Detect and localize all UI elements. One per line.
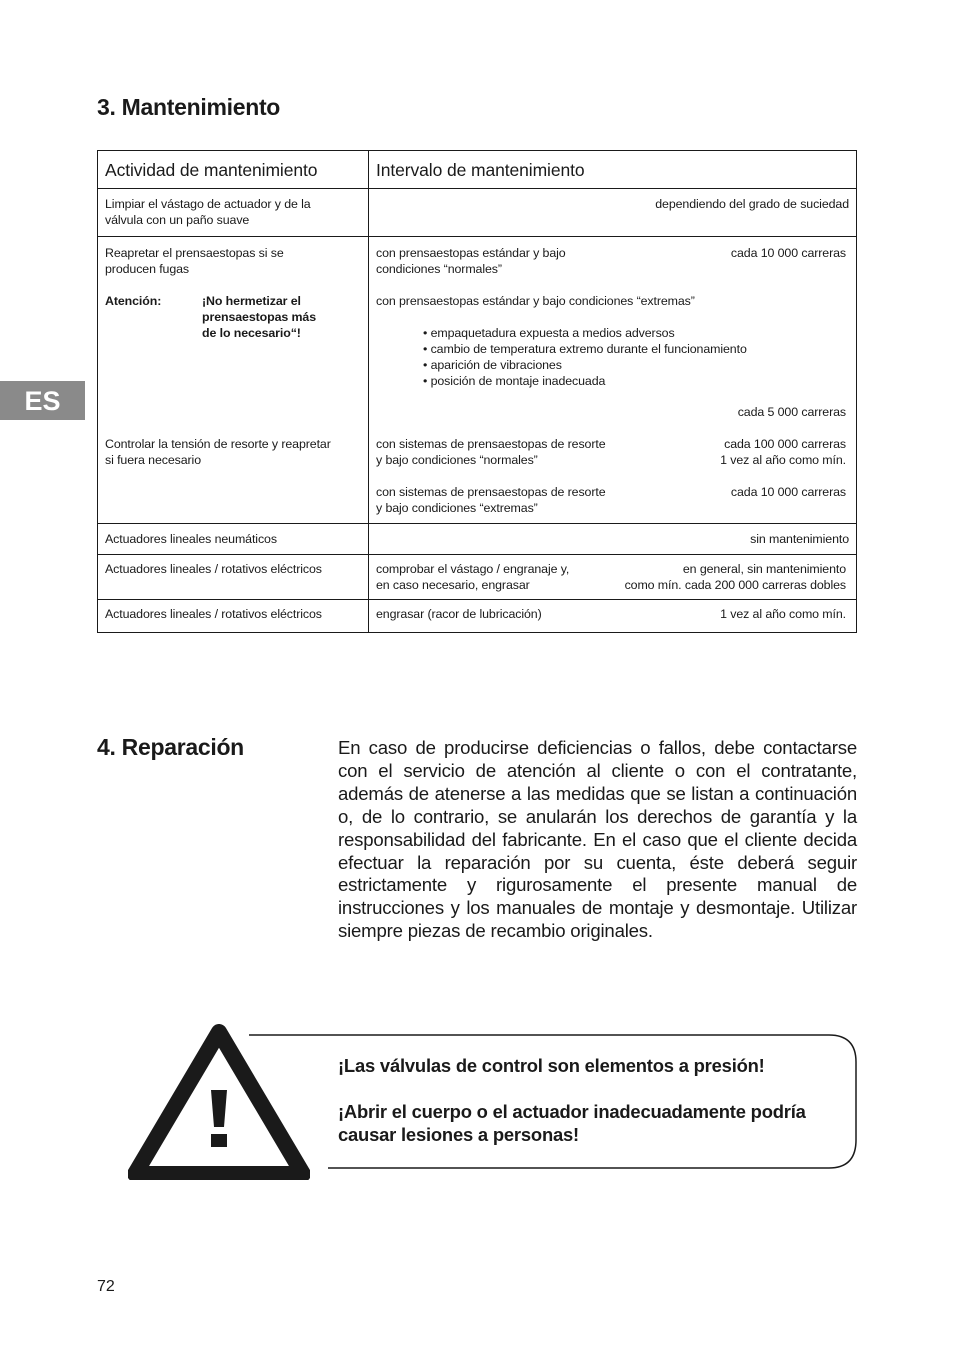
warning-line1: ¡Las válvulas de control son elementos a presión! <box>338 1055 765 1076</box>
row1-activity-line2: válvula con un paño suave <box>105 213 250 227</box>
table-row <box>98 555 857 600</box>
spring-normal-line1: con sistemas de prensaestopas de resorte <box>376 437 606 451</box>
repair-paragraph: En caso de producirse deficiencias o fallos, debe contactarse con el servicio de atención al cliente o con el contratante, además de atenerse a las medidas que se listan a continuación o, de lo contrario, se anularán los derechos de garantía y la responsabilidad del fabricante. En el caso que el cliente decida efectuar la reparación por su cuenta, éste deberá seguir estrictamente y rigurosamente el presente manual de instrucciones y los manuales de montaje y desmontaje. Utilizar siempre piezas de recambio originales. <box>338 737 857 942</box>
row1-interval: dependiendo del grado de suciedad <box>655 197 849 211</box>
row4-activity: Actuadores lineales / rotativos eléctricos <box>105 562 322 576</box>
row2-activity-b-line1: Controlar la tensión de resorte y reapretar <box>105 437 331 451</box>
table-row <box>98 600 857 633</box>
row3-interval: sin mantenimiento <box>750 532 849 546</box>
table-row <box>98 189 857 237</box>
table-row <box>98 524 857 555</box>
warning-text <box>338 1054 848 1146</box>
attention-text-line2: prensaestopas más <box>202 310 317 324</box>
row5-interval: 1 vez al año como mín. <box>720 607 846 621</box>
normal-cond-line1: con prensaestopas estándar y bajo <box>376 246 566 260</box>
normal-interval: cada 10 000 carreras <box>730 246 846 260</box>
bullet-item: • cambio de temperatura extremo durante el funcionamiento <box>423 342 747 356</box>
row1-activity-line1: Limpiar el vástago de actuador y de la <box>105 197 311 211</box>
header-interval: Intervalo de mantenimiento <box>369 151 857 189</box>
row2-activity-b-line2: si fuera necesario <box>105 453 202 467</box>
header-activity: Actividad de mantenimiento <box>98 151 369 189</box>
bullet-item: • posición de montaje inadecuada <box>423 374 606 388</box>
section-title-repair: 4. Reparación <box>97 734 244 760</box>
spring-extreme-interval: cada 10 000 carreras <box>730 485 846 499</box>
warning-line2: ¡Abrir el cuerpo o el actuador inadecuadamente podría causar lesiones a personas! <box>338 1101 806 1145</box>
spring-extreme-line2: y bajo condiciones “extremas” <box>376 501 538 515</box>
maintenance-table <box>97 150 857 633</box>
row3-activity: Actuadores lineales neumáticos <box>105 532 277 546</box>
table-header-row <box>98 151 857 189</box>
spring-normal-line2: y bajo condiciones “normales” <box>376 453 538 467</box>
row4-interval-line2: como mín. cada 200 000 carreras dobles <box>624 578 846 592</box>
bullet-item: • empaquetadura expuesta a medios adversos <box>423 326 675 340</box>
row2-activity-a-line2: producen fugas <box>105 262 190 276</box>
row2-activity-a-line1: Reapretar el prensaestopas si se <box>105 246 284 260</box>
attention-text-line1: ¡No hermetizar el <box>202 294 301 308</box>
spring-normal-interval-line2: 1 vez al año como mín. <box>720 453 846 467</box>
row5-activity: Actuadores lineales / rotativos eléctricos <box>105 607 322 621</box>
spring-extreme-line1: con sistemas de prensaestopas de resorte <box>376 485 606 499</box>
normal-cond-line2: condiciones “normales” <box>376 262 502 276</box>
table-row <box>98 237 857 524</box>
attention-label: Atención: <box>105 294 162 308</box>
spring-normal-interval-line1: cada 100 000 carreras <box>724 437 846 451</box>
extreme-interval: cada 5 000 carreras <box>737 405 846 419</box>
section-title-maintenance: 3. Mantenimiento <box>97 94 281 120</box>
language-tab: ES <box>0 381 85 420</box>
row4-action-line1: comprobar el vástago / engranaje y, <box>376 562 570 576</box>
attention-text-line3: de lo necesario“! <box>202 326 301 340</box>
bullet-item: • aparición de vibraciones <box>423 358 562 372</box>
row5-action: engrasar (racor de lubricación) <box>376 607 542 621</box>
row4-interval-line1: en general, sin mantenimiento <box>682 562 846 576</box>
page-number: 72 <box>97 1278 115 1295</box>
extreme-cond: con prensaestopas estándar y bajo condiciones “extremas” <box>376 294 695 308</box>
row4-action-line2: en caso necesario, engrasar <box>376 578 530 592</box>
